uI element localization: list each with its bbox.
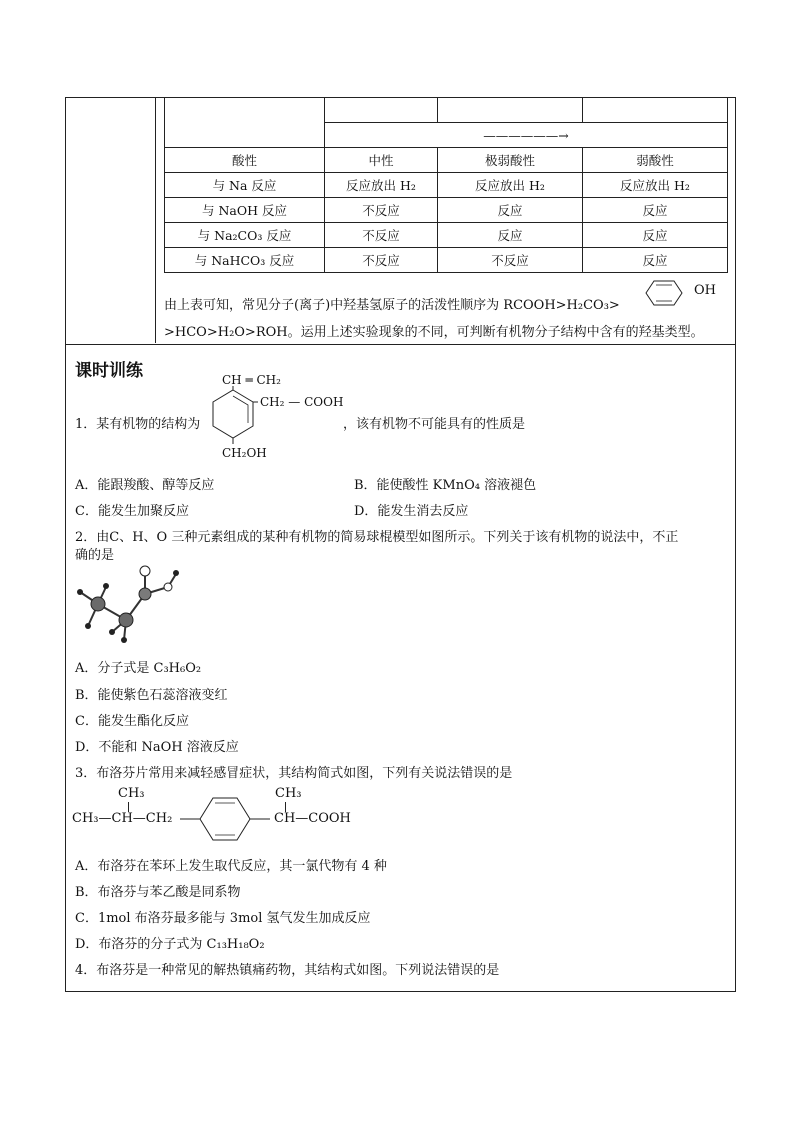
- q2-option-b: B．能使紫色石蕊溶液变红: [75, 688, 228, 703]
- q1-option-b: B．能使酸性 KMnO₄ 溶液褪色: [354, 478, 537, 493]
- table-cell: 反应: [438, 223, 583, 248]
- table-row: [165, 223, 728, 248]
- table-header-row: [165, 148, 728, 173]
- q3-benzene-ring-icon: [180, 795, 270, 841]
- table-cell: 反应: [583, 248, 728, 273]
- table-cell: 反应放出 H₂: [583, 173, 728, 198]
- table-cell: 反应放出 H₂: [438, 173, 583, 198]
- q1-prefix: 1．某有机物的结构为: [75, 417, 201, 432]
- q1-struct-side: CH₂ — COOH: [260, 395, 344, 409]
- q3-stem: 3．布洛芬片常用来减轻感冒症状，其结构简式如图，下列有关说法错误的是: [75, 766, 513, 781]
- table-cell: 反应放出 H₂: [325, 173, 438, 198]
- q2-option-c: C．能发生酯化反应: [75, 714, 189, 729]
- section-title: 课时训练: [75, 361, 143, 381]
- q3-struct-chain: CH₃—CH—CH₂: [72, 811, 173, 826]
- q2-option-d: D．不能和 NaOH 溶液反应: [75, 740, 239, 755]
- q1-option-a: A．能跟羧酸、醇等反应: [75, 478, 215, 493]
- table-cell: 与 Na 反应: [165, 173, 325, 198]
- q1-option-c: C．能发生加聚反应: [75, 504, 189, 519]
- table-cell: 不反应: [325, 248, 438, 273]
- q3-option-d: D．布洛芬的分子式为 C₁₃H₁₈O₂: [75, 937, 265, 952]
- table-cell: [438, 98, 583, 123]
- table-cell: [325, 98, 438, 123]
- q1-suffix: ，该有机物不可能具有的性质是: [343, 417, 526, 432]
- q1-struct-top: CH ═ CH₂: [222, 373, 281, 387]
- summary-line-1: 由上表可知，常见分子(离子)中羟基氢原子的活泼性顺序为 RCOOH>H₂CO₃>: [164, 298, 620, 313]
- table-cell: 反应: [438, 198, 583, 223]
- table-header-cell: 极弱酸性: [438, 148, 583, 173]
- q3-option-c: C．1mol 布洛芬最多能与 3mol 氢气发生加成反应: [75, 911, 371, 926]
- table-row: [165, 198, 728, 223]
- q4-stem: 4．布洛芬是一种常见的解热镇痛药物，其结构式如图。下列说法错误的是: [75, 963, 500, 978]
- q2-stem-line-1: 2．由C、H、O 三种元素组成的某种有机物的简易球棍模型如图所示。下列关于该有机物的说法中，不正: [75, 530, 679, 545]
- left-column-divider: [155, 97, 156, 343]
- q3-struct-acid: CH—COOH: [274, 811, 351, 826]
- table-cell: 反应: [583, 223, 728, 248]
- table-cell: 不反应: [325, 223, 438, 248]
- table-cell: 不反应: [325, 198, 438, 223]
- summary-line-2: >HCO>H₂O>ROH。运用上述实验现象的不同，可判断有机物分子结构中含有的羟基类型。: [164, 325, 704, 340]
- q2-option-a: A．分子式是 C₃H₆O₂: [75, 661, 202, 676]
- table-cell: 不反应: [438, 248, 583, 273]
- acid-comparison-table: [164, 97, 728, 273]
- q1-option-d: D．能发生消去反应: [354, 504, 469, 519]
- table-cell: [165, 98, 325, 148]
- q2-stem-line-2: 确的是: [75, 548, 115, 563]
- table-cell: 与 Na₂CO₃ 反应: [165, 223, 325, 248]
- table-row: [165, 248, 728, 273]
- table-cell: 与 NaHCO₃ 反应: [165, 248, 325, 273]
- q3-option-a: A．布洛芬在苯环上发生取代反应，其一氯代物有 4 种: [75, 859, 387, 874]
- ball-and-stick-model: [70, 562, 190, 644]
- q3-struct-ch3-left: CH₃: [118, 786, 145, 801]
- q3-struct-ch3-right: CH₃: [275, 786, 302, 801]
- arrow-cell: ——————→: [325, 123, 728, 148]
- table-header-cell: 中性: [325, 148, 438, 173]
- table-row: [165, 98, 728, 123]
- table-cell: 反应: [583, 198, 728, 223]
- table-cell: 与 NaOH 反应: [165, 198, 325, 223]
- q1-struct-bottom: CH₂OH: [222, 446, 267, 460]
- table-header-cell: 酸性: [165, 148, 325, 173]
- table-header-cell: 弱酸性: [583, 148, 728, 173]
- table-row: [165, 173, 728, 198]
- benzene-ring-icon: [636, 278, 692, 308]
- q3-option-b: B．布洛芬与苯乙酸是同系物: [75, 885, 241, 900]
- q1-benzene-ring-icon: [208, 386, 258, 444]
- table-cell: [583, 98, 728, 123]
- phenol-oh-label: OH: [694, 283, 716, 298]
